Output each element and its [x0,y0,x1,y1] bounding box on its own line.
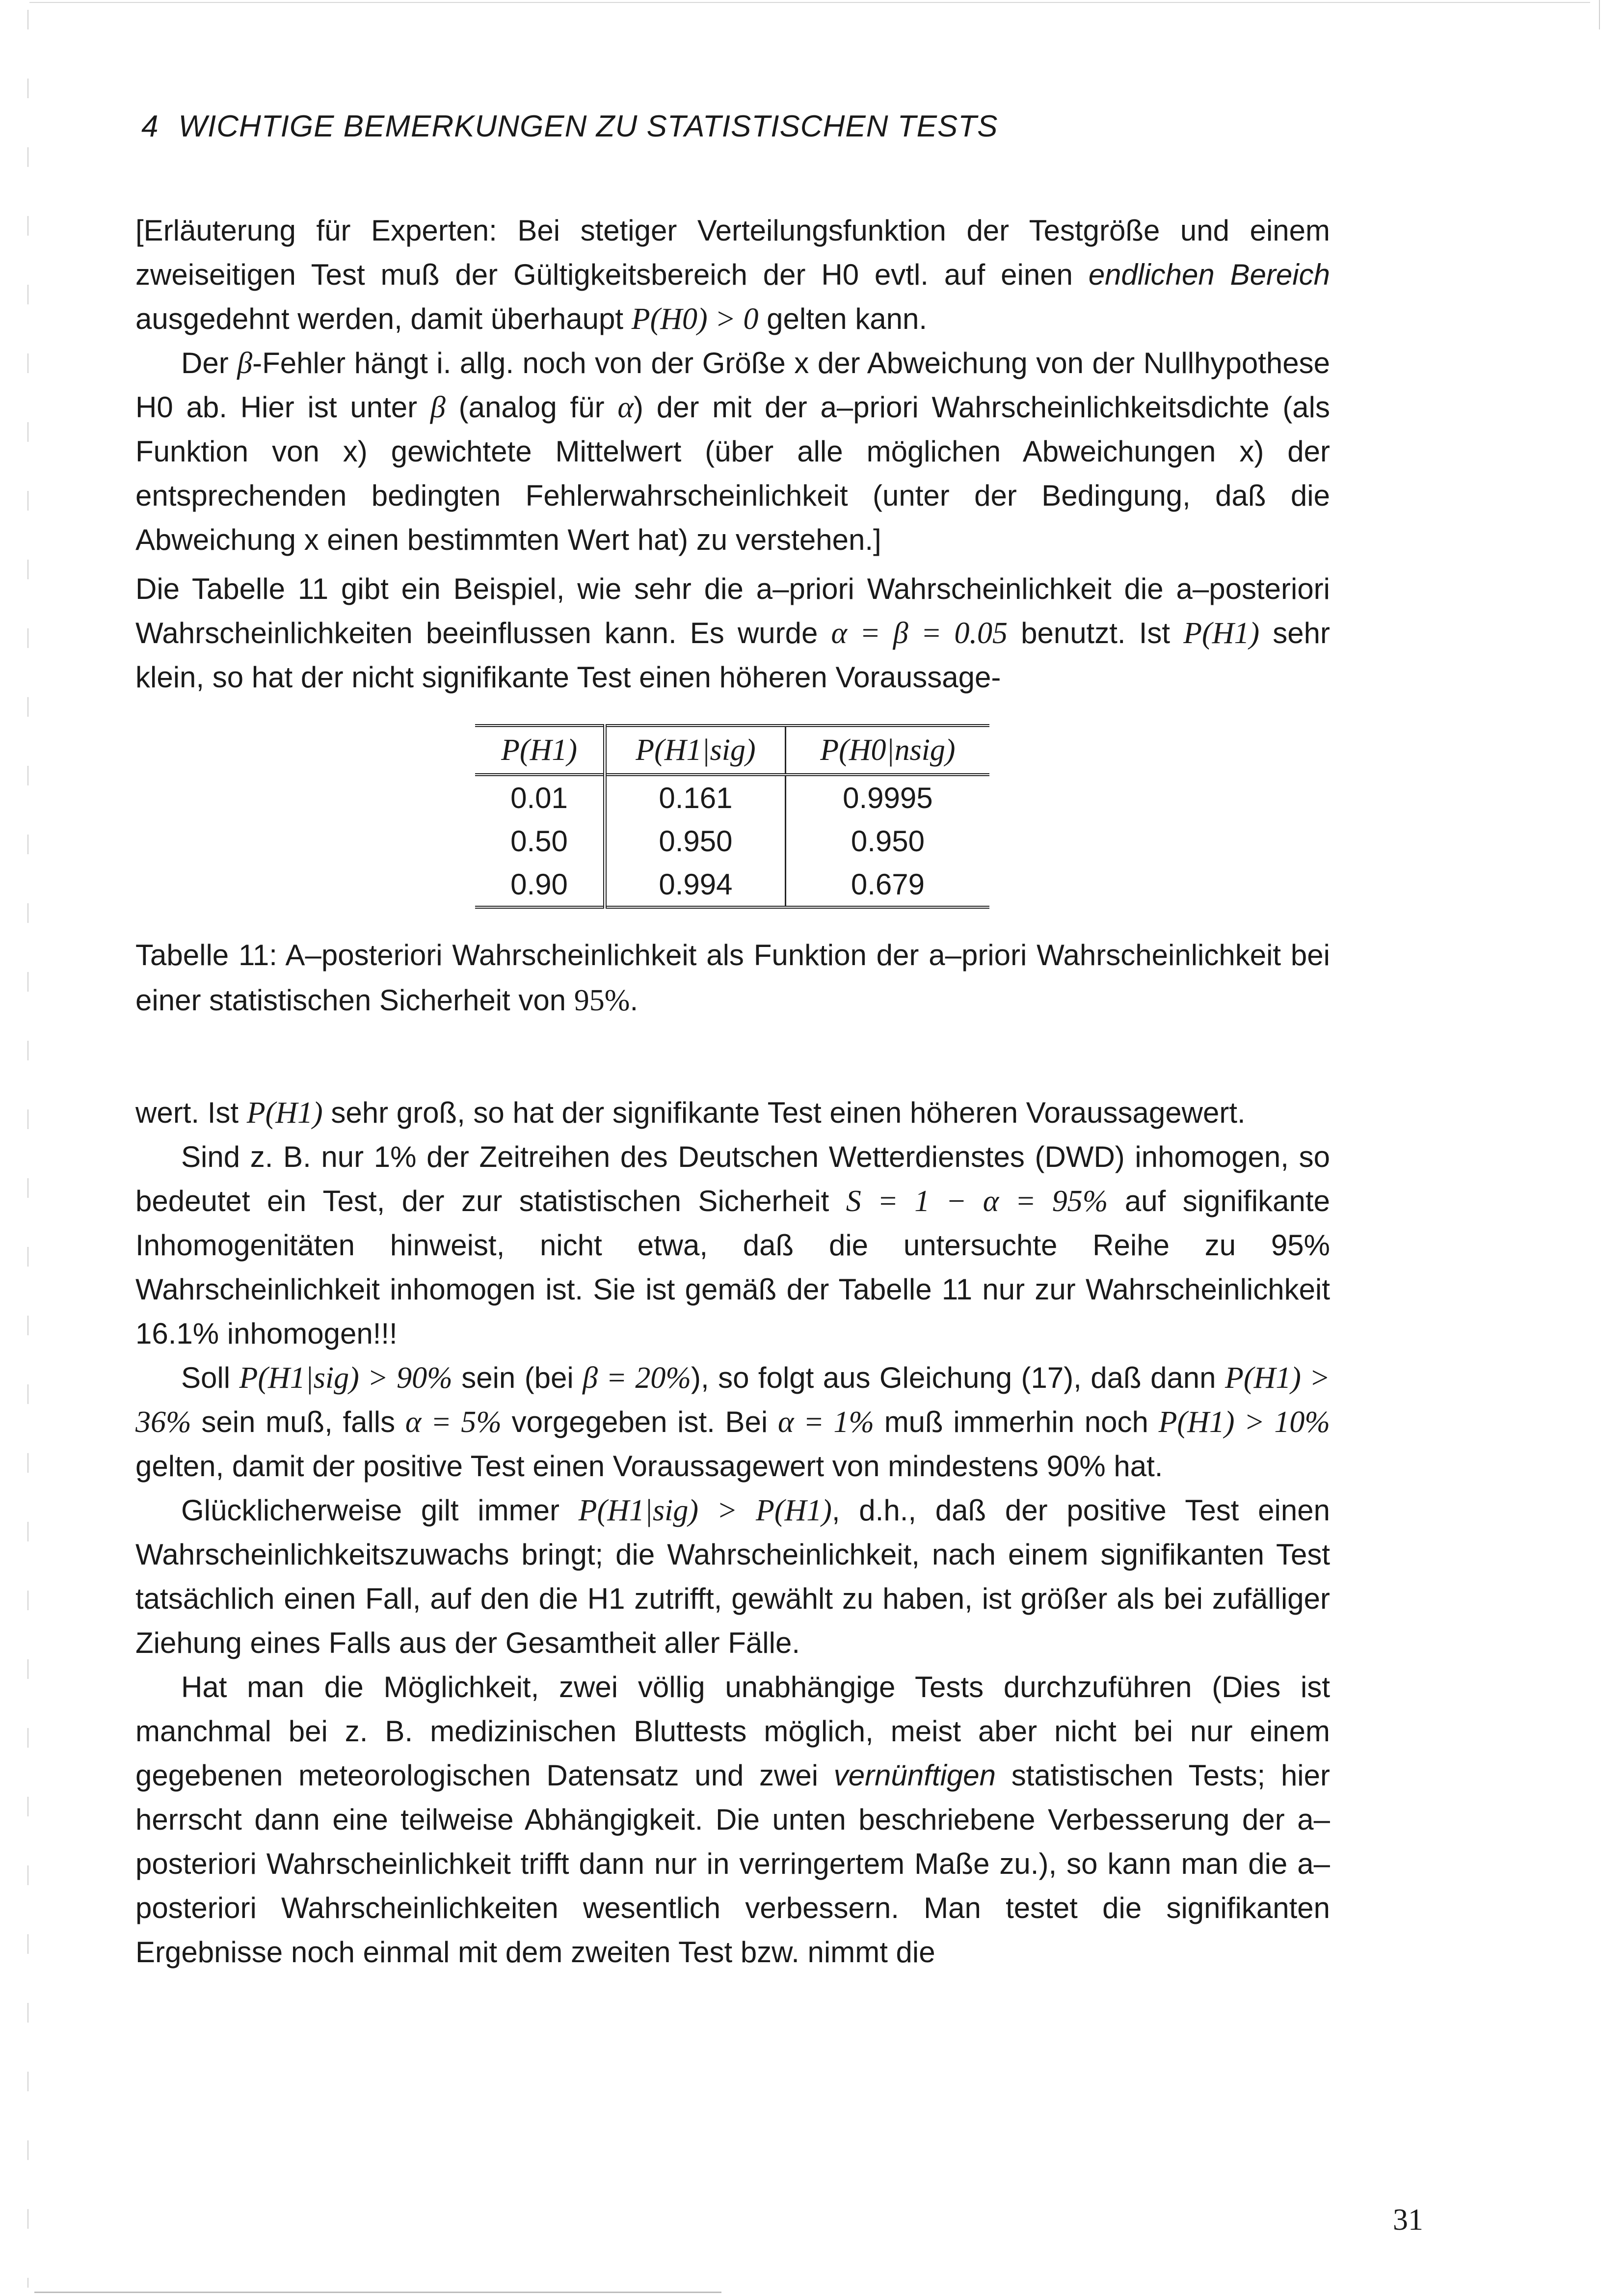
body-paragraph-1 [135,1091,1330,1135]
text-run: gelten kann. [758,302,928,335]
expert-note-paragraph-1 [135,209,1330,341]
emphasis: vernünftigen [833,1759,996,1792]
math-expression: P(H1) [1183,617,1260,650]
table-header: P(H1|sig) [605,726,786,775]
scan-edge-top [29,2,1590,3]
probability-table [475,724,989,909]
scan-edge-right [1599,0,1600,29]
text-run: statistischen Tests; hier herrscht dann eine teilweise Abhängigkeit. Die unten beschriebene Verbesserung der a–posteriori Wahrscheinlichkeit trifft dann nur in verringertem Maße zu.), so kann man die a–posteriori Wahrscheinlichkeiten wesentlich verbessern. Man testet die signifikanten Ergebnisse noch einmal mit dem zweiten Test bzw. nimmt die [135,1759,1330,1969]
table-cell: 0.994 [605,863,786,907]
text-run: Sind z. B. nur 1% der Zeitreihen des Deutschen Wetterdienstes (DWD) inhomogen, so bedeutet ein Test, der zur statistischen Sicherheit [135,1140,1330,1217]
math-symbol: β [430,391,446,424]
math-expression: α = 1% [777,1405,875,1439]
text-run: (analog für [445,391,618,424]
intro-text [135,567,1330,700]
table-caption [135,933,1330,1023]
scan-edge-left [27,10,28,2288]
body-text [135,1091,1330,1974]
body-paragraph-4 [135,1488,1330,1665]
text-run: Tabelle 11: A–posteriori Wahrscheinlichkeit als Funktion der a–priori Wahrscheinlichkeit bei einer statistischen Sicherheit von [135,939,1330,1017]
section-number: 4 [141,109,159,143]
section-title: WICHTIGE BEMERKUNGEN ZU STATISTISCHEN TESTS [178,109,998,143]
text-run: , d.h., daß der positive Test einen Wahrscheinlichkeitszuwachs bringt; die Wahrscheinlichkeit, nach einem signifikanten Test tatsächlich einen Fall, auf den die H1 zutrifft, gewählt zu haben, ist größer als bei zufälliger Ziehung eines Falls aus der Gesamtheit aller Fälle. [135,1494,1330,1659]
emphasis: endlichen Bereich [1088,258,1330,291]
math-symbol: α [617,391,634,424]
body-paragraph-2 [135,1135,1330,1356]
math-expression: P(H1|sig) > 90% [239,1361,452,1395]
math-expression: P(H1) > 10% [1158,1405,1330,1439]
text-run: . [630,984,639,1017]
math-expression: α = 5% [405,1405,502,1439]
text-run: vorgegeben ist. Bei [501,1405,778,1438]
intro-paragraph [135,567,1330,700]
table-cell: 0.90 [475,863,605,907]
text-run: gelten, damit der positive Test einen Voraussagewert von mindestens 90% hat. [135,1450,1163,1483]
text-run: wert. Ist [135,1096,247,1129]
body-paragraph-5 [135,1665,1330,1974]
text-run: Soll [181,1361,239,1394]
math-expression: α = β = 0.05 [831,617,1008,650]
running-header [141,109,998,144]
expert-note-paragraph-2 [135,341,1330,562]
text-run: sehr klein, so hat der nicht signifikante Test einen höheren Voraussage- [135,617,1330,694]
table-row [475,775,989,819]
text-run: -Fehler hängt i. allg. noch von der Größe x der Abweichung von der Nullhypothese H0 ab. Hier ist unter [135,347,1330,424]
caption-text [135,933,1330,1023]
text-run: sein (bei [452,1361,583,1394]
text-run: sein muß, falls [191,1405,405,1438]
math-expression: P(H1|sig) > P(H1) [578,1494,832,1527]
text-run: [Erläuterung für Experten: Bei stetiger Verteilungsfunktion der Testgröße und einem zweiseitigen Test muß der Gültigkeitsbereich der H0 evtl. auf einen [135,214,1330,291]
math-expression: P(H1) [246,1096,323,1130]
text-run: ), so folgt aus Gleichung (17), daß dann [691,1361,1225,1394]
table-header: P(H1) [475,726,605,775]
expert-note [135,209,1330,562]
text-run: Hat man die Möglichkeit, zwei völlig unabhängige Tests durchzuführen (Dies ist manchmal bei z. B. medizinischen Bluttests möglich, meist aber nicht bei nur einem gegebenen meteorologischen Datensatz und zwei [135,1671,1330,1792]
table-row [475,819,989,863]
text-run: Der [181,347,238,379]
table-cell: 0.01 [475,775,605,819]
text-run: auf signifikante Inhomogenitäten hinweist, nicht etwa, daß die untersuchte Reihe zu 95% Wahrscheinlichkeit inhomogen ist. Sie ist gemäß der Tabelle 11 nur zur Wahrscheinlichkeit 16.1% inhomogen!!! [135,1185,1330,1350]
table-cell: 0.950 [605,819,786,863]
table-cell: 0.50 [475,819,605,863]
text-run: muß immerhin noch [874,1405,1159,1438]
math-expression: P(H0) > 0 [631,302,759,336]
math-expression: 95% [574,984,630,1017]
table-row [475,863,989,907]
table-cell: 0.161 [605,775,786,819]
table-cell: 0.950 [851,824,925,858]
math-expression: β = 20% [583,1361,692,1395]
math-symbol: β [237,347,253,380]
table-cell: 0.679 [785,863,989,907]
body-paragraph-3 [135,1356,1330,1488]
table-11 [475,724,989,909]
table-cell: 0.9995 [843,781,933,814]
text-run: Glücklicherweise gilt immer [181,1494,579,1527]
math-expression: S = 1 − α = 95% [846,1185,1108,1218]
scan-edge-bottom [34,2292,721,2293]
page-number: 31 [1393,2203,1423,2237]
text-run: ) der mit der a–priori Wahrscheinlichkeitsdichte (als Funktion von x) gewichtete Mittelwert (über alle möglichen Abweichungen x) der entsprechenden bedingten Fehlerwahrscheinlichkeit (unter der Bedingung, daß die Abweichung x einen bestimmten Wert hat) zu verstehen.] [135,391,1330,556]
table-header: P(H0|nsig) [785,726,989,775]
text-run: benutzt. Ist [1007,617,1184,649]
table-header-row [475,726,989,775]
text-run: Die Tabelle 11 gibt ein Beispiel, wie sehr die a–priori Wahrscheinlichkeit die a–posteriori Wahrscheinlichkeiten beeinflussen kann. Es wurde [135,572,1330,649]
text-run: ausgedehnt werden, damit überhaupt [135,302,632,335]
math-expression: P(H1) > 36% [135,1361,1330,1439]
text-run: sehr groß, so hat der signifikante Test einen höheren Voraussagewert. [322,1096,1246,1129]
